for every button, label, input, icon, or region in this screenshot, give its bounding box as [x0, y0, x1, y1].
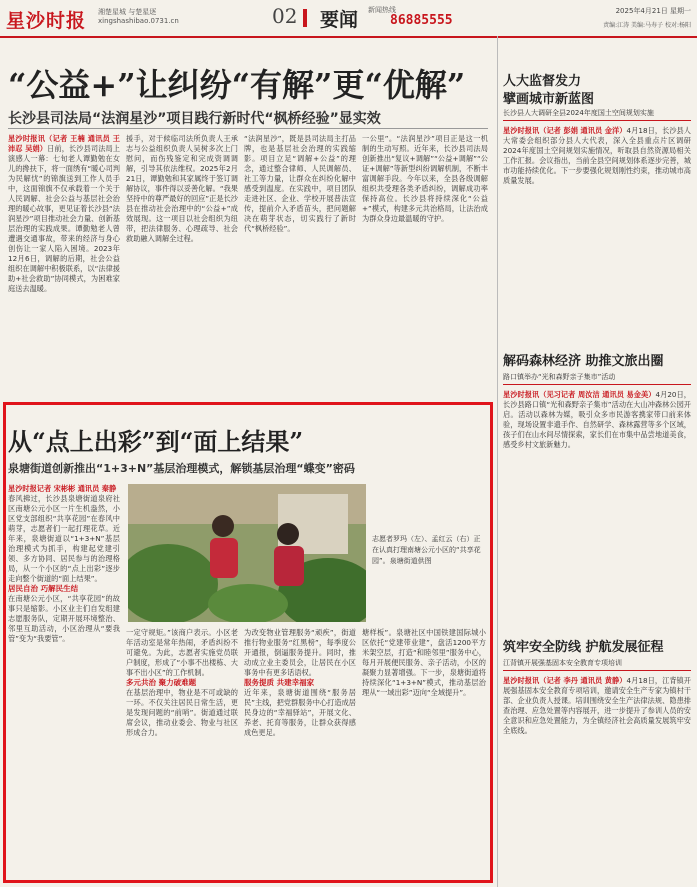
article1-title: “公益+”让纠纷“有解”更“优解” [8, 66, 466, 104]
article1-subtitle: 长沙县司法局“法润星沙”项目践行新时代“枫桥经验”显实效 [8, 111, 381, 127]
sidebar-story2-byline: 星沙时报讯（见习记者 周汝洁 通讯员 易金美） [503, 390, 656, 399]
sidebar-story2-body [503, 390, 691, 625]
sidebar-story1-text: 4月18日，长沙县人大常委会组织部分县人大代表，深入全县重点片区调研2024年度国土空间规划实施情况，听取县自然资源局相关工作汇报。会议指出，当前全县空间规划体系逐步完善，城市功能持续优化。下一步要强化规划刚性约束，推动城市高质量发展。 [503, 126, 691, 185]
article2-col1-text: 春风拂过，长沙县泉塘街道泉府社区南塘公元小区一片生机盎然，小区党支部组织“共享花园”在春风中萌芽，志愿者们一起打理花草。近年来，泉塘街道以“1+3+N”基层治理模式为抓手，构建起党建引领、多方协同、居民参与的治理格局，从一个小区的“点上出彩”逐步走向整个街道的“面上结果”。 [8, 494, 120, 583]
article2-col1b-text: 在南塘公元小区，“共享花园”的故事只是缩影。小区业主们自发组建志愿服务队，定期开展环境整治、邻里互助活动，小区治理从“要我管”变为“我要管”。 [8, 594, 120, 643]
article2-col3b-text: 近年来，泉塘街道围绕“服务居民”主线，把党群服务中心打造成居民身边的“幸福驿站”，开展文化、养老、托育等服务，让群众获得感成色更足。 [244, 688, 356, 737]
sidebar-story1-title2: 擘画城市新蓝图 [503, 92, 595, 107]
garden-photo-illustration [128, 484, 368, 622]
website-line: xingshashibao.0731.cn [98, 17, 179, 25]
sidebar-story1-rule [503, 120, 691, 121]
sidebar-story2-text: 4月20日，长沙县路口镇“光和森野亲子集市”活动在大山冲森林公园开启。活动以森林为媒，吸引众多市民游客携家带口前来体验，现场设置非遗手作、自然研学、森林露营等多个区域，孩子们在山水间尽情探索，家长们在市集中品尝地道美食，感受乡村文旅新魅力。 [503, 390, 691, 449]
article1-byline: 星沙时报讯（记者 王楠 通讯员 王沛忍 吴娟） [8, 134, 120, 153]
hotline-number: 86885555 [390, 13, 453, 28]
sidebar-story1-subtitle: 长沙县人大调研全县2024年度国土空间规划实施 [503, 109, 654, 117]
sidebar-story1-title: 人大监督发力 [503, 74, 582, 89]
article1-col1 [8, 134, 120, 396]
article2-subhead1: 居民自治 巧解民生结 [8, 584, 79, 593]
article2-col2b-text: 在基层治理中，物业是不可或缺的一环。不仅关注居民日常生活，更是发现问题的“前哨”。街道通过联席会议，推动业委会、物业与社区形成合力。 [126, 688, 238, 737]
sidebar-story3-byline: 星沙时报讯（记者 李丹 通讯员 黄静） [503, 676, 627, 685]
page-number-text: 02 [272, 4, 298, 28]
sidebar-story2-title: 解码森林经济 助推文旅出圈 [503, 354, 664, 369]
article2-subhead3: 服务提质 共建幸福家 [244, 678, 315, 687]
slogan-line: 湘楚星城 与楚星逐 [98, 8, 157, 16]
article2-subhead2: 多元共治 聚力破难题 [126, 678, 197, 687]
article1-col4: 一公里”。“法润星沙”项目正是这一机制的生动写照。近年来，长沙县司法局创新推出“复议+调解”“公益+调解”“公证+调解”等新型纠纷调解机制，不断丰富调解手段。今年以来，全县各级调解组织共受理各类矛盾纠纷，调解成功率保持高位。长沙县将持续深化“公益+”模式，构建多元共治格局，让法治成为群众身边最温暖的守护。 [362, 134, 488, 223]
sidebar-story3-text: 4月18日，江背镇开展强基固本安全教育专项培训，邀请安全生产专家为镇村干部、企业负责人授课。培训围绕安全生产法律法规、隐患排查治理、应急处置等内容展开，进一步提升了参训人员的安全意识和应急处置能力，为全镇经济社会高质量发展筑牢安全底线。 [503, 676, 691, 735]
sidebar-story3-title: 筑牢安全防线 护航发展征程 [503, 640, 664, 655]
sidebar-story3-subtitle: 江背镇开展强基固本安全教育专项培训 [503, 659, 622, 667]
column-divider [497, 36, 498, 887]
section-title: 要闻 [320, 9, 359, 31]
article1-col1-text: 日前，长沙县司法局上演感人一幕：七旬老人谭勤勉在女儿的搀扶下，将一面绣有“暖心司判 为民解忧”的锦旗送到工作人员手中，这面锦旗不仅承载着一个关于人民调解、社会公益与基层社会治理的暖心故事，更见证着长沙县“法润星沙”项目推动社会力量、创新基层治理的实践成果。谭勤勉老人曾遭遇交通事故，带来的经济与身心创伤让一家人陷入困境。2023年12月6日，调解的后期，社会公益组织在调解中积极联系，以“法律援助+社会救助”协同模式，为困难家庭送去温暖。 [8, 144, 120, 293]
editor-credits: 责编:江涛 美编:马寿子 校对:杨阳 [603, 22, 691, 29]
hotline-label: 新闻热线 [368, 6, 396, 14]
article2-title: 从“点上出彩”到“面上结果” [8, 427, 304, 456]
sidebar-story1-body [503, 126, 691, 341]
article2-col3 [244, 628, 356, 878]
sidebar-story2-subtitle: 路口镇举办“光和森野亲子集市”活动 [503, 373, 616, 381]
article1-col2: 援手，对于候临司法所负责人王承志与公益组织负责人吴树多次上门慰问，而伤残鉴定和完成资调调解，引导其依法维权。2025年2月21日，谭勤勉和其家属终于签订调解协议，事件得以妥善化解。“我果坚持中的尊严最好的回应”正是长沙县在推动社会治理中的“公益+”成效展现。这一项目以社会组织为纽带，把法律服务、心理疏导、社会救助融入调解全过程。 [126, 134, 238, 243]
sidebar-story2-rule [503, 384, 691, 385]
article2-byline: 星沙时报记者 宋彬彬 通讯员 秦静 [8, 484, 117, 493]
issue-date: 2025年4月21日 星期一 [615, 7, 691, 15]
article2-col3-text: 为改变物业管理服务“顽疾”，街道推行物业服务“红黑榜”，每季度公开通报，倒逼服务提升。同时，推动成立业主委员会，让居民在小区事务中有更多话语权。 [244, 628, 356, 677]
page-divider-bar [303, 9, 307, 27]
article2-col2-text: 一定守规矩。”该商户表示。小区老年活动室是常年热闹，矛盾纠纷不可避免。为此，志愿者实施党员联户制度，形成了“小事不出楼栋、大事不出小区”的工作机制。 [126, 628, 238, 677]
masthead [0, 0, 697, 38]
article1-rule [8, 128, 488, 129]
article1-col3: “法润星沙”，既是县司法局主打品牌，也是基层社会治理的实践缩影。项目立足“调解+公益”的理念，通过整合律师、人民调解员、社工等力量，让群众在纠纷化解中感受到温度。在实践中，项目团队走进社区、企业、学校开展普法宣传，提前介入矛盾苗头，把问题解决在萌芽状态，切实践行了新时代“枫桥经验”。 [244, 134, 356, 233]
sidebar-story3-body [503, 676, 691, 876]
article2-col1 [8, 484, 120, 878]
sidebar-story3-rule [503, 670, 691, 671]
sidebar-story1-byline: 星沙时报讯（记者 彭娟 通讯员 金洋） [503, 126, 627, 135]
page-number [272, 4, 307, 28]
article2-col2 [126, 628, 238, 878]
article2-subtitle: 泉塘街道创新推出“1+3+N”基层治理模式，解锁基层治理“蝶变”密码 [8, 462, 355, 475]
logo-slogan [98, 8, 188, 26]
paper-logo: 星沙时报 [6, 10, 87, 32]
article2-col4: 塘样板”。泉塘社区中国铁建国际城小区依托“党建带业建”，盘活1200平方米架空层，打造“和睦邻里”服务中心，每月开展便民服务、亲子活动，小区的凝聚力显著增强。下一步，泉塘街道将持续深化“1+3+N”模式，推动基层治理从“一域出彩”迈向“全域提升”。 [362, 628, 486, 697]
photo-caption: 志愿者罗玛（左）、孟红云（右）正在认真打理南塘公元小区的“共享花园”。泉塘街道供图 [366, 484, 486, 622]
